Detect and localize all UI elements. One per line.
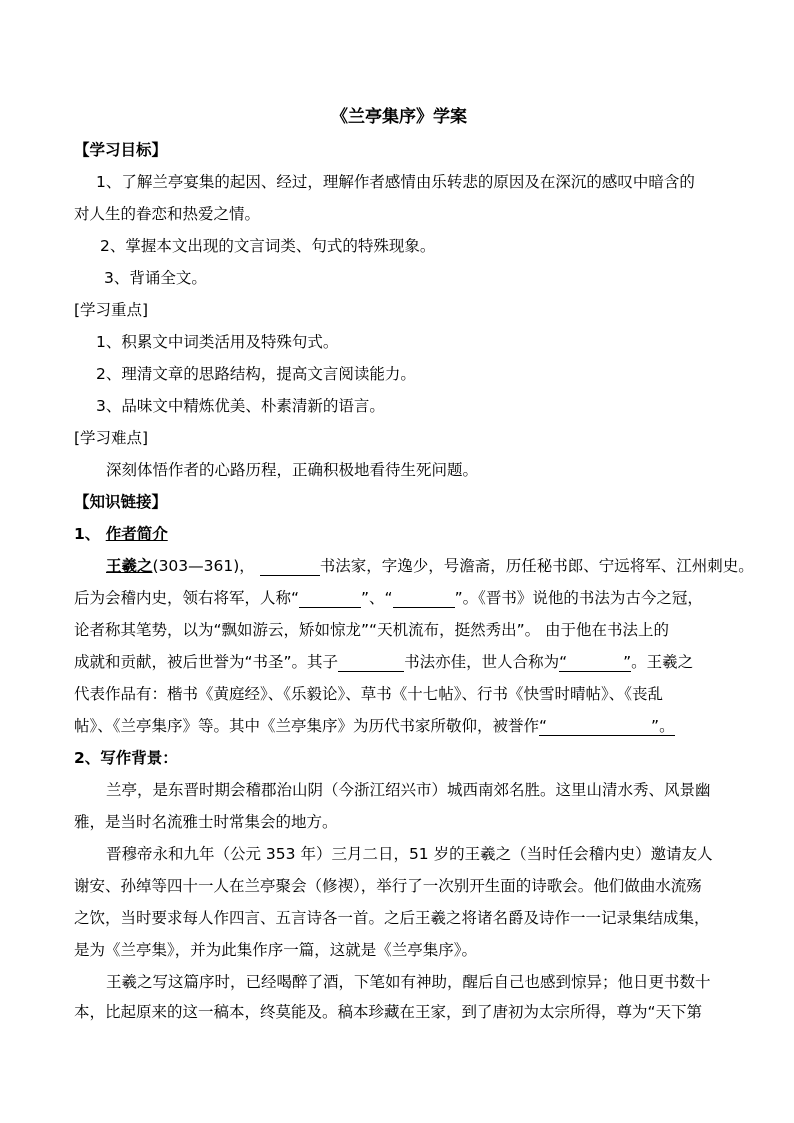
author-line: 代表作品有：楷书《黄庭经》、《乐毅论》、草书《十七帖》、行书《快雪时晴帖》、《丧乱 [74,685,664,703]
author-text: ”。《晋书》说他的书法为古今之冠， [454,589,703,607]
author-text: 书法家，字逸少，号澹斋，历任秘书郎、宁远将军、江州刺史。 [319,557,754,575]
key-points-heading: [学习重点] [74,301,149,319]
background-line: 是为《兰亭集》，并为此集作序一篇，这就是《兰亭集序》。 [74,941,478,959]
quote-close: ”。 [651,717,675,735]
author-line [74,550,754,582]
background-line: 兰亭，是东晋时期会稽郡治山阴（今浙江绍兴市）城西南郊名胜。这里山清水秀、风景幽 [106,781,711,799]
objectives-heading: 【学习目标】 [74,141,168,159]
author-years: (303—361)， [152,557,255,575]
difficulties-heading: [学习难点] [74,429,149,447]
fill-blank[interactable] [393,589,455,608]
key-point-item: 3、品味文中精炼优美、朴素清新的语言。 [96,397,385,415]
fill-blank[interactable] [338,653,404,672]
difficulties-text: 深刻体悟作者的心路历程，正确积极地看待生死问题。 [106,461,479,479]
fill-blank[interactable] [547,718,651,736]
author-line [74,582,724,614]
author-line: 论者称其笔势，以为“飘如游云，矫如惊龙”“天机流布，挺然秀出”。 由于他在书法上的 [74,621,670,639]
objective-item: 对人生的眷恋和热爱之情。 [74,205,261,223]
background-heading: 2、写作背景： [74,749,178,767]
document-title: 《兰亭集序》学案 [331,107,467,127]
quote-close: ” [623,653,632,671]
knowledge-heading: 【知识链接】 [74,493,168,511]
document-page [74,100,754,1026]
author-text: 。王羲之 [631,653,694,671]
author-text: 书法亦佳，世人合称为 [404,653,560,671]
author-heading-label: 作者简介 [105,525,168,543]
author-name: 王羲之 [106,557,153,575]
objective-item: 1、了解兰亭宴集的起因、经过，理解作者感情由乐转悲的原因及在深沉的感叹中暗含的 [96,173,695,191]
underlined-quote [559,653,631,672]
objective-item: 3、背诵全文。 [104,269,207,287]
fill-blank[interactable] [299,589,361,608]
background-line: 晋穆帝永和九年（公元 353 年）三月二日，51 岁的王羲之（当时任会稽内史）邀请友人 [106,845,713,863]
underlined-quote [539,717,675,736]
key-point-item: 2、理清文章的思路结构，提高文言阅读能力。 [96,365,416,383]
key-point-item: 1、积累文中词类活用及特殊句式。 [96,333,339,351]
quote-open: “ [539,717,548,735]
author-text: 帖》、《兰亭集序》等。其中《兰亭集序》为历代书家所敬仰，被誉作 [74,717,540,735]
objective-item: 2、掌握本文出现的文言词类、句式的特殊现象。 [100,237,436,255]
quote-open: “ [559,653,568,671]
author-text: 成就和贡献，被后世誉为“书圣”。其子 [74,653,339,671]
author-line [74,646,724,678]
fill-blank[interactable] [567,654,623,672]
author-line [74,710,724,742]
background-line: 王羲之写这篇序时，已经喝醉了酒，下笔如有神助，醒后自己也感到惊异；他日更书数十 [106,973,711,991]
background-line: 谢安、孙绰等四十一人在兰亭聚会（修禊），举行了一次别开生面的诗歌会。他们做曲水流殇 [74,877,702,895]
background-line: 本，比起原来的这一稿本，终莫能及。稿本珍藏在王家，到了唐初为太宗所得，尊为“天下第 [74,1003,703,1021]
fill-blank[interactable] [260,557,320,576]
author-heading-number: 1、 [74,525,101,543]
background-line: 雅，是当时名流雅士时常集会的地方。 [74,813,338,831]
background-line: 之饮，当时要求每人作四言、五言诗各一首。之后王羲之将诸名爵及诗作一一记录集结成集， [74,909,710,927]
author-text: ”、“ [361,589,393,607]
author-heading [74,518,724,550]
author-text: 后为会稽内史，领右将军，人称“ [74,589,300,607]
